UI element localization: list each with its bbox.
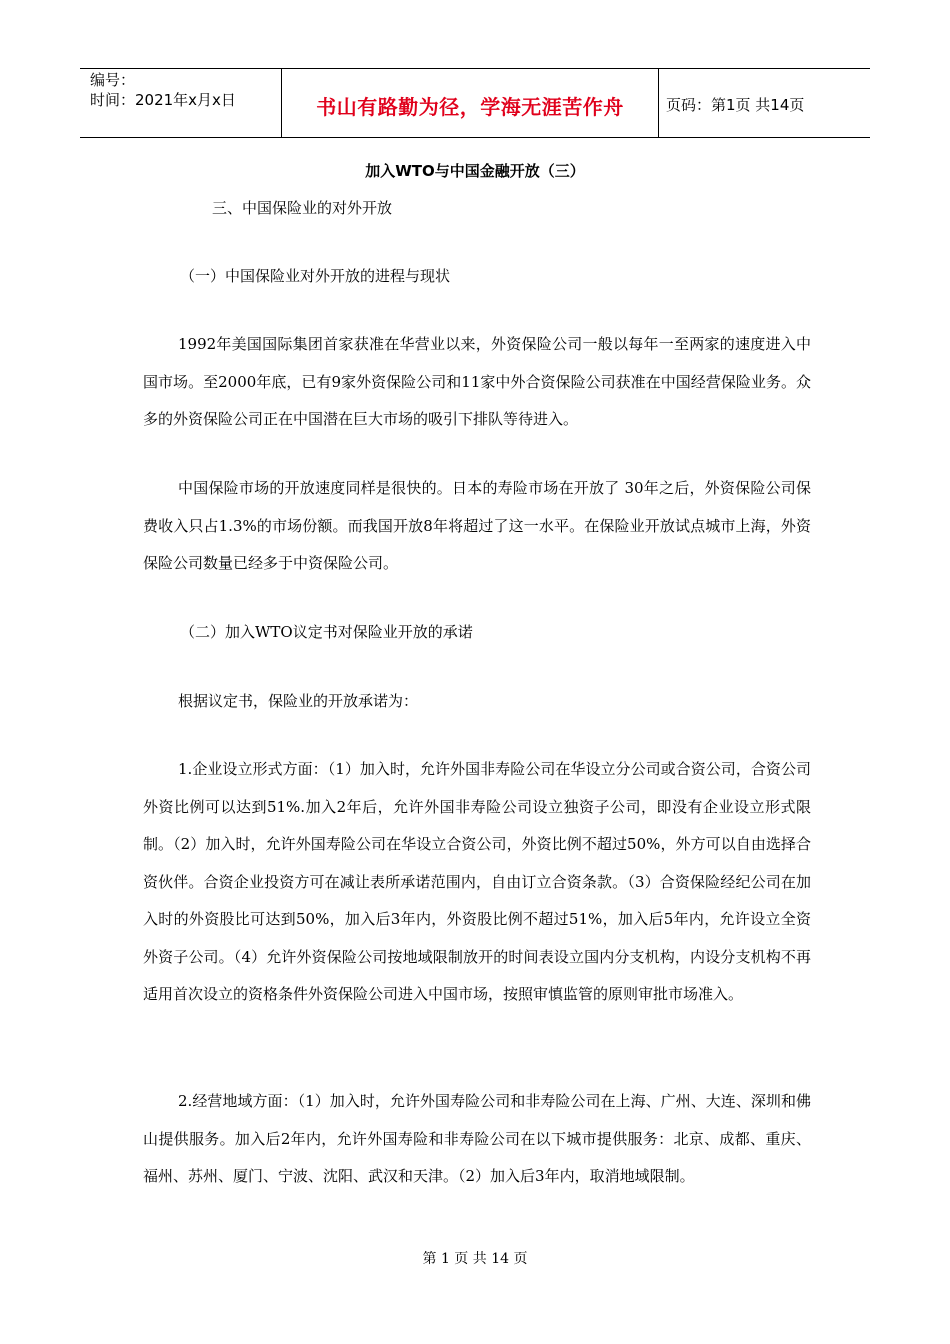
paragraph-2: 中国保险市场的开放速度同样是很快的。日本的寿险市场在开放了 30年之后，外资保险公司保费收入只占1.3%的市场份额。而我国开放8年将超过了这一水平。在保险业开放试点城市上海，外资保险公司数量已经多于中资保险公司。: [143, 479, 811, 572]
header-motto: 书山有路勤为径，学海无涯苦作舟: [316, 95, 624, 119]
document-title: 加入WTO与中国金融开放（三）: [365, 162, 585, 180]
header-motto-cell: [281, 69, 659, 137]
document-number: 编号：: [90, 71, 136, 89]
page-header: [80, 68, 870, 138]
header-info-cell: [80, 69, 281, 137]
subsection-heading-2: （二）加入WTO议定书对保险业开放的承诺: [180, 623, 473, 641]
paragraph-5: 2.经营地域方面：（1）加入时，允许外国寿险公司和非寿险公司在上海、广州、大连、深圳和佛山提供服务。加入后2年内，允许外国寿险和非寿险公司在以下城市提供服务：北京、成都、重庆、福州、苏州、厦门、宁波、沈阳、武汉和天津。（2）加入后3年内，取消地域限制。: [143, 1092, 811, 1185]
header-page-number: 页码：第1页 共14页: [666, 96, 805, 114]
header-page-cell: [658, 69, 870, 137]
paragraph-3: 根据议定书，保险业的开放承诺为：: [178, 692, 419, 710]
paragraph-4: 1.企业设立形式方面：（1）加入时，允许外国非寿险公司在华设立分公司或合资公司，合资公司外资比例可以达到51%.加入2年后，允许外国非寿险公司设立独资子公司，即没有企业设立形式限制。（2）加入时，允许外国寿险公司在华设立合资公司，外资比例不超过50%，外方可以自由选择合资伙伴。合资企业投资方可在减让表所承诺范围内，自由订立合资条款。（3）合资保险经纪公司在加入时的外资股比可达到50%，加入后3年内，外资股比例不超过51%，加入后5年内，允许设立全资外资子公司。（4）允许外资保险公司按地域限制放开的时间表设立国内分支机构，内设分支机构不再适用首次设立的资格条件外资保险公司进入中国市场，按照审慎监管的原则审批市场准入。: [143, 760, 811, 1003]
subsection-heading-1: （一）中国保险业对外开放的进程与现状: [180, 267, 451, 285]
paragraph-1: 1992年美国国际集团首家获准在华营业以来，外资保险公司一般以每年一至两家的速度进入中国市场。至2000年底，已有9家外资保险公司和11家中外合资保险公司获准在中国经营保险业务。众多的外资保险公司正在中国潜在巨大市场的吸引下排队等待进入。: [143, 335, 811, 428]
page-footer: 第 1 页 共 14 页: [422, 1251, 528, 1267]
document-time: 时间：2021年x月x日: [90, 91, 236, 109]
section-heading: 三、中国保险业的对外开放: [212, 199, 393, 217]
